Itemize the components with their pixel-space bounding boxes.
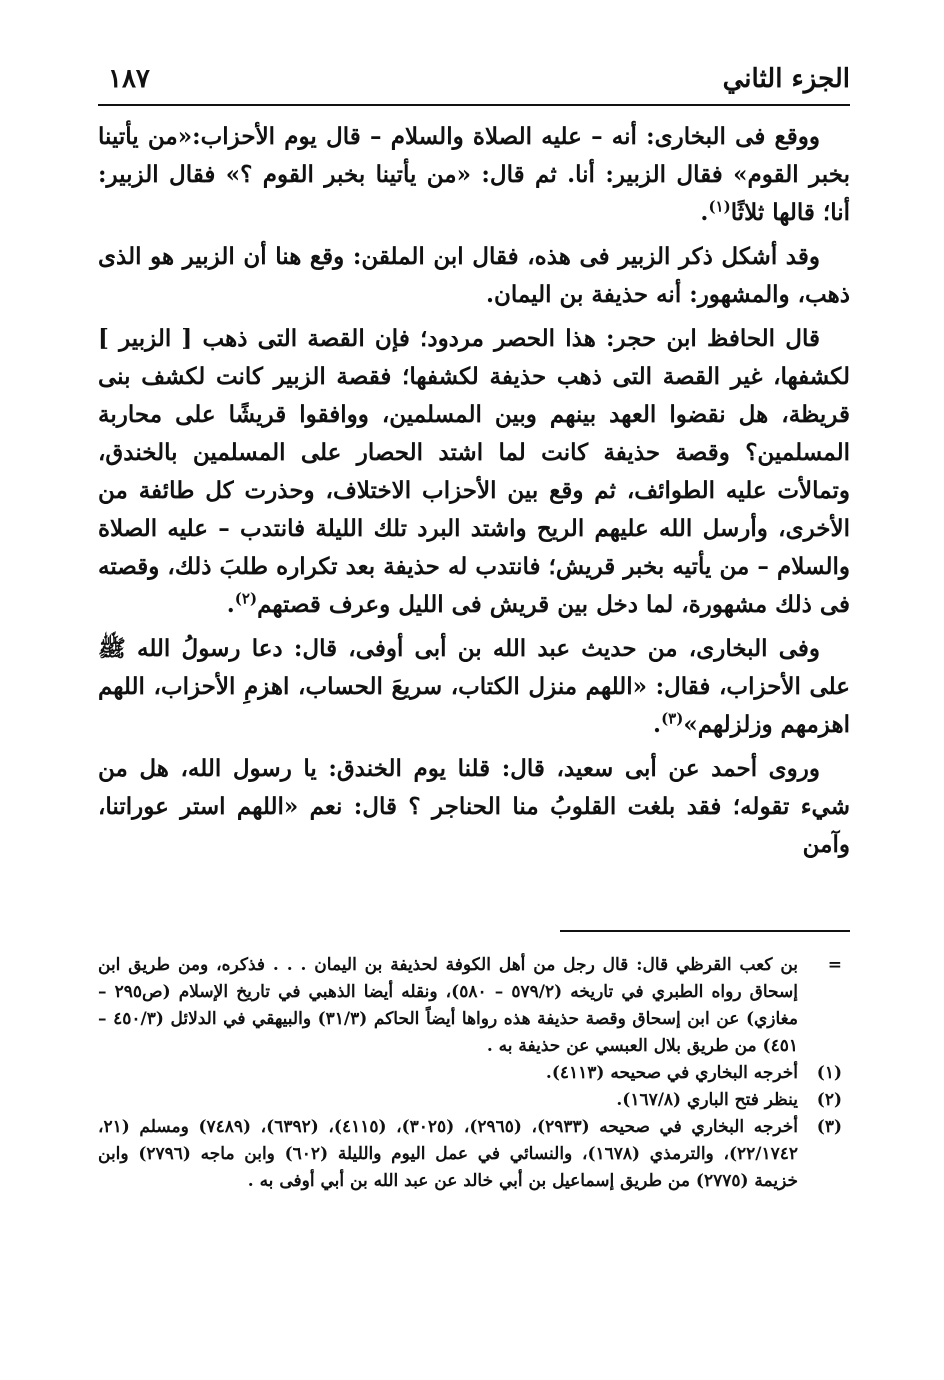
footnote-item — [98, 1087, 850, 1114]
paragraph-text: وروى أحمد عن أبى سعيد، قال: قلنا يوم الخندق: يا رسول الله، هل من شيء تقوله؛ فقد بلغت القلوبُ منا الحناجر ؟ قال: نعم «اللهم استر عوراتنا، وآمن — [98, 755, 850, 858]
footnote-item — [98, 1060, 850, 1087]
footnote-item — [98, 952, 850, 1060]
paragraph-text: وفى البخارى، من حديث عبد الله بن أبى أوفى، قال: دعا رسولُ الله ﷺ على الأحزاب، فقال: «اللهم منزل الكتاب، سريعَ الحساب، اهزمِ الأحزاب، اللهم اهزمهم وزلزلهم» — [98, 635, 850, 738]
footnote-ref: (٢) — [234, 589, 258, 608]
footnote-separator — [560, 930, 850, 932]
paragraph-text: وقد أشكل ذكر الزبير فى هذه، فقال ابن الملقن: وقع هنا أن الزبير هو الذى ذهب، والمشهور: أنه حذيفة بن اليمان. — [98, 243, 850, 308]
book-page — [98, 50, 850, 1195]
paragraph — [98, 238, 850, 314]
paragraph-period: . — [653, 711, 662, 738]
footnote-text: أخرجه البخاري في صحيحه (٤١١٣). — [545, 1063, 798, 1083]
footnote-text: بن كعب القرظي قال: قال رجل من أهل الكوفة لحذيفة بن اليمان . . . فذكره، ومن طريق ابن إسحاق رواه الطبري في تاريخه (٥٧٩/٢ – ٥٨٠)، ونقله أيضا الذهبي في تاريخ الإسلام (ص٢٩٥ – مغازي) عن ابن إسحاق وقصة حذيفة هذه رواها أيضاً الحاكم (٣١/٣) والبيهقي في الدلائل (٤٥٠/٣ – ٤٥١) من طريق بلال العبسي عن حذيفة به . — [98, 955, 798, 1056]
footnote-marker: (١) — [816, 1063, 842, 1083]
footnote-item — [98, 1114, 850, 1195]
main-text — [98, 118, 850, 864]
paragraph-period: . — [226, 591, 235, 618]
footnote-marker: = — [827, 955, 842, 975]
running-title: الجزء الثاني — [722, 64, 850, 94]
paragraph — [98, 320, 850, 624]
page-number: ١٨٧ — [108, 64, 150, 94]
paragraph-text: ووقع فى البخارى: أنه – عليه الصلاة والسلام – قال يوم الأحزاب:«من يأتينا بخبر القوم» فقال الزبير: أنا. ثم قال: «من يأتينا بخبر القوم ؟» فقال الزبير: أنا؛ قالها ثلاثًا — [98, 123, 850, 226]
footnote-text: ينظر فتح الباري (١٦٧/٨). — [616, 1090, 798, 1110]
paragraph-period: . — [700, 199, 709, 226]
page-header — [98, 50, 850, 104]
footnote-text: أخرجه البخاري في صحيحه (٢٩٣٣)، (٢٩٦٥)، (٣٠٢٥)، (٤١١٥)، (٦٣٩٢)، (٧٤٨٩) ومسلم (٢١، ٢٢/١٧٤٢)، والترمذي (١٦٧٨)، والنسائي في عمل اليوم والليلة (٦٠٢) وابن ماجه (٢٧٩٦) وابن خزيمة (٢٧٧٥) من طريق إسماعيل بن أبي خالد عن عبد الله بن أبي أوفى به . — [98, 1117, 799, 1191]
footnote-ref: (١) — [708, 197, 731, 216]
footnotes — [98, 952, 850, 1195]
footnote-separator-wrap — [98, 870, 850, 952]
footnote-ref: (٣) — [661, 709, 684, 728]
paragraph — [98, 630, 850, 744]
paragraph — [98, 750, 850, 864]
footnote-marker: (٣) — [816, 1117, 842, 1137]
header-rule — [98, 104, 850, 106]
paragraph-text: قال الحافظ ابن حجر: هذا الحصر مردود؛ فإن القصة التى ذهب [ الزبير ] لكشفها، غير القصة التى ذهب حذيفة لكشفها؛ فقصة الزبير كانت لكشف بنى قريظة، هل نقضوا العهد بينهم وبين المسلمين، ووافقوا قريشًا على محاربة المسلمين؟ وقصة حذيفة كانت لما اشتد الحصار على المسلمين بالخندق، وتمالأت عليه الطوائف، ثم وقع بين الأحزاب الاختلاف، وحذرت كل طائفة من الأخرى، وأرسل الله عليهم الريح واشتد البرد تلك الليلة فانتدب – عليه الصلاة والسلام – من يأتيه بخبر قريش؛ فانتدب له حذيفة بعد تكراره طلبَ ذلك، وقصته فى ذلك مشهورة، لما دخل بين قريش فى الليل وعرف قصتهم — [98, 325, 850, 618]
footnote-marker: (٢) — [816, 1090, 842, 1110]
paragraph — [98, 118, 850, 232]
